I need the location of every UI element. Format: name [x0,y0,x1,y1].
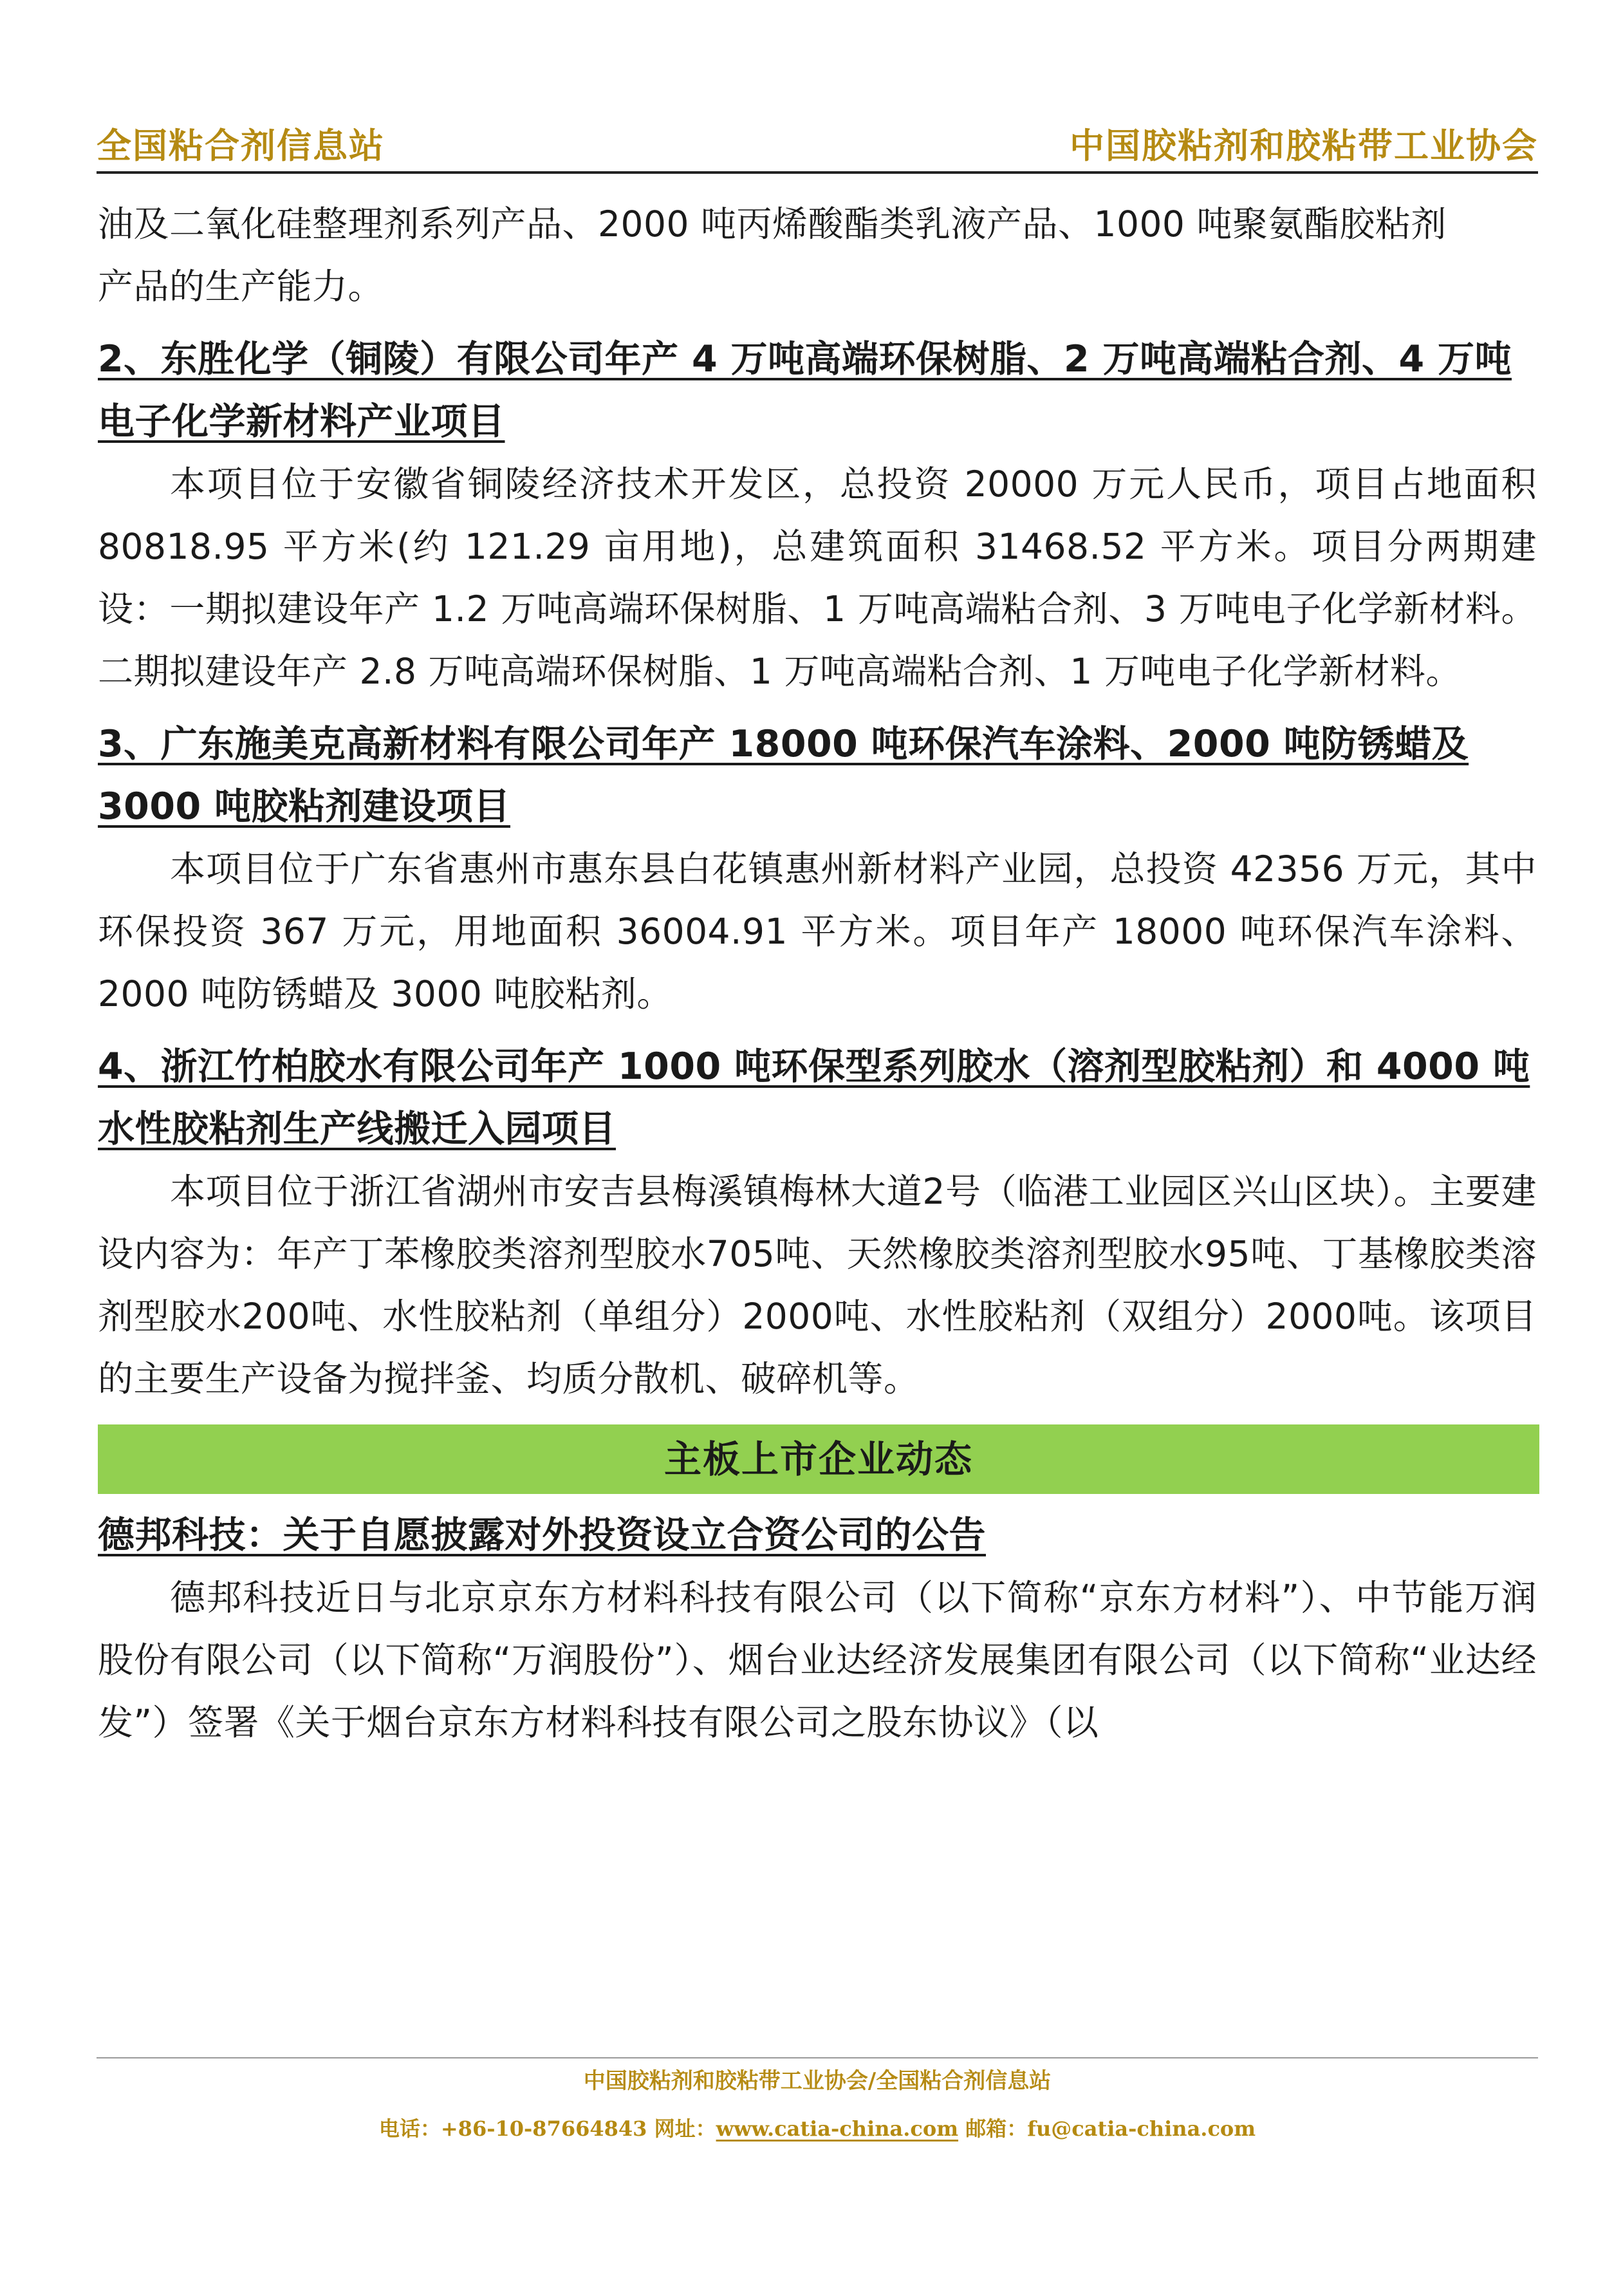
footer-phone: 电话：+86-10-87664843 网址： [378,2116,716,2141]
footer-divider [97,2057,1538,2058]
paragraph-continued-line1: 油及二氧化硅整理剂系列产品、2000 吨丙烯酸酯类乳液产品、1000 吨聚氨酯胶粘剂 [98,203,1447,245]
footer-email: 邮箱：fu@catia-china.com [958,2116,1256,2141]
page-header [97,113,1538,174]
footer-website-link[interactable]: www.catia-china.com [716,2116,959,2141]
document-body [98,193,1537,1754]
section-heading-2 [98,328,1537,453]
news-heading-text: 德邦科技：关于自愿披露对外投资设立合资公司的公告 [98,1514,986,1556]
news-paragraph: 德邦科技近日与北京京东方材料科技有限公司（以下简称“京东方材料”）、中节能万润股份有限公司（以下简称“万润股份”）、烟台业达经济发展集团有限公司（以下简称“业达经发”）签署《关于烟台京东方材料科技有限公司之股东协议》（以 [98,1577,1537,1743]
news-heading [98,1504,1537,1567]
section-heading-4-text: 4、浙江竹柏胶水有限公司年产 1000 吨环保型系列胶水（溶剂型胶粘剂）和 4000 吨水性胶粘剂生产线搬迁入园项目 [98,1045,1530,1150]
section-paragraph-4: 本项目位于浙江省湖州市安吉县梅溪镇梅林大道2号（临港工业园区兴山区块）。主要建设内容为：年产丁苯橡胶类溶剂型胶水705吨、天然橡胶类溶剂型胶水95吨、丁基橡胶类溶剂型胶水200吨、水性胶粘剂（单组分）2000吨、水性胶粘剂（双组分）2000吨。该项目的主要生产设备为搅拌釜、均质分散机、破碎机等。 [98,1171,1537,1399]
section-heading-3 [98,713,1537,838]
paragraph-continued-line2: 产品的生产能力。 [98,266,384,307]
section-heading-3-text: 3、广东施美克高新材料有限公司年产 18000 吨环保汽车涂料、2000 吨防锈蜡及 3000 吨胶粘剂建设项目 [98,723,1469,828]
section-paragraph-3: 本项目位于广东省惠州市惠东县白花镇惠州新材料产业园，总投资 42356 万元，其中环保投资 367 万元，用地面积 36004.91 平方米。项目年产 18000 吨环保汽车涂料、2000 吨防锈蜡及 3000 吨胶粘剂。 [98,848,1537,1014]
section-banner: 主板上市企业动态 [98,1424,1539,1494]
section-heading-4 [98,1036,1537,1161]
footer-contact [97,2113,1538,2145]
section-heading-2-text: 2、东胜化学（铜陵）有限公司年产 4 万吨高端环保树脂、2 万吨高端粘合剂、4 万吨电子化学新材料产业项目 [98,338,1512,443]
footer-organization: 中国胶粘剂和胶粘带工业协会/全国粘合剂信息站 [583,2068,1052,2094]
header-site-name: 全国粘合剂信息站 [97,125,385,166]
header-association-name: 中国胶粘剂和胶粘带工业协会 [1070,125,1538,166]
section-paragraph-2: 本项目位于安徽省铜陵经济技术开发区，总投资 20000 万元人民币，项目占地面积 80818.95 平方米(约 121.29 亩用地)，总建筑面积 31468.52 平方米。项目分两期建设：一期拟建设年产 1.2 万吨高端环保树脂、1 万吨高端粘合剂、3 万吨电子化学新材料。二期拟建设年产 2.8 万吨高端环保树脂、1 万吨高端粘合剂、1 万吨电子化学新材料。 [98,463,1537,692]
